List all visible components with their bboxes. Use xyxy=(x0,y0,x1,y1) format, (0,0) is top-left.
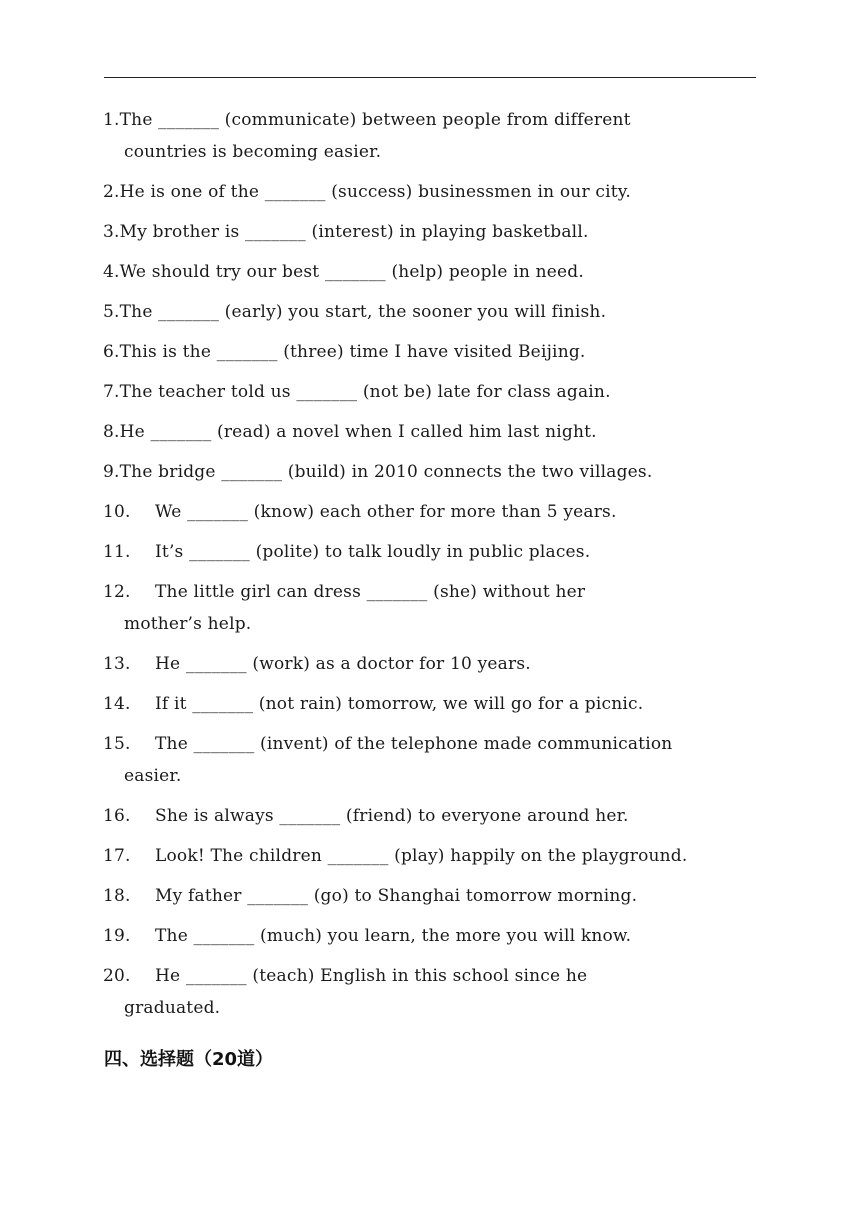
question-item xyxy=(103,176,783,208)
question-text: The _______ (much) you learn, the more you will know. xyxy=(155,926,632,946)
question-item xyxy=(103,800,783,832)
question-text: He _______ (teach) English in this school since he xyxy=(155,966,588,986)
question-number: 16. xyxy=(103,806,131,826)
question-number: 15. xyxy=(103,734,131,754)
question-number: 18. xyxy=(103,886,131,906)
question-item xyxy=(103,728,783,792)
question-text-continued: easier. xyxy=(124,766,182,786)
question-text: He _______ (work) as a doctor for 10 years. xyxy=(155,654,531,674)
question-number: 19. xyxy=(103,926,131,946)
question-number: 10. xyxy=(103,502,131,522)
question-text: He is one of the _______ (success) businessmen in our city. xyxy=(119,182,631,202)
question-text: The _______ (communicate) between people from different xyxy=(119,110,631,130)
question-number: 11. xyxy=(103,542,131,562)
question-item xyxy=(103,496,783,528)
question-text: This is the _______ (three) time I have visited Beijing. xyxy=(119,342,586,362)
question-text-continued: graduated. xyxy=(124,998,221,1018)
header-divider xyxy=(104,77,756,78)
question-text: The little girl can dress _______ (she) without her xyxy=(155,582,586,602)
question-text: The _______ (early) you start, the sooner you will finish. xyxy=(119,302,607,322)
question-item xyxy=(103,416,783,448)
question-number: 12. xyxy=(103,582,131,602)
question-text: The bridge _______ (build) in 2010 connects the two villages. xyxy=(119,462,653,482)
question-number: 1. xyxy=(103,110,120,130)
question-number: 6. xyxy=(103,342,120,362)
question-item xyxy=(103,336,783,368)
question-item xyxy=(103,880,783,912)
question-text-continued: countries is becoming easier. xyxy=(124,142,382,162)
question-text: The teacher told us _______ (not be) late for class again. xyxy=(119,382,611,402)
question-number: 4. xyxy=(103,262,120,282)
question-item xyxy=(103,456,783,488)
question-text: My father _______ (go) to Shanghai tomorrow morning. xyxy=(155,886,638,906)
question-text: The _______ (invent) of the telephone made communication xyxy=(155,734,673,754)
question-number: 17. xyxy=(103,846,131,866)
question-text: My brother is _______ (interest) in playing basketball. xyxy=(119,222,589,242)
question-number: 5. xyxy=(103,302,120,322)
question-item xyxy=(103,688,783,720)
question-text: We _______ (know) each other for more than 5 years. xyxy=(155,502,617,522)
question-text: Look! The children _______ (play) happily on the playground. xyxy=(155,846,688,866)
question-text: She is always _______ (friend) to everyone around her. xyxy=(155,806,629,826)
question-item xyxy=(103,840,783,872)
question-text: If it _______ (not rain) tomorrow, we will go for a picnic. xyxy=(155,694,644,714)
section-heading: 四、选择题（20道） xyxy=(104,1049,274,1070)
question-text: He _______ (read) a novel when I called him last night. xyxy=(119,422,597,442)
question-number: 14. xyxy=(103,694,131,714)
question-number: 7. xyxy=(103,382,120,402)
question-text: It’s _______ (polite) to talk loudly in public places. xyxy=(155,542,591,562)
question-number: 2. xyxy=(103,182,120,202)
question-item xyxy=(103,256,783,288)
question-text: We should try our best _______ (help) people in need. xyxy=(119,262,584,282)
question-item xyxy=(103,376,783,408)
question-item xyxy=(103,920,783,952)
question-number: 20. xyxy=(103,966,131,986)
question-item xyxy=(103,648,783,680)
question-item xyxy=(103,104,783,168)
question-number: 8. xyxy=(103,422,120,442)
question-number: 13. xyxy=(103,654,131,674)
question-item xyxy=(103,576,783,640)
question-item xyxy=(103,296,783,328)
question-item xyxy=(103,536,783,568)
question-number: 3. xyxy=(103,222,120,242)
fill-in-blank-list xyxy=(103,104,783,1032)
question-text-continued: mother’s help. xyxy=(124,614,252,634)
question-number: 9. xyxy=(103,462,120,482)
question-item xyxy=(103,216,783,248)
question-item xyxy=(103,960,783,1024)
